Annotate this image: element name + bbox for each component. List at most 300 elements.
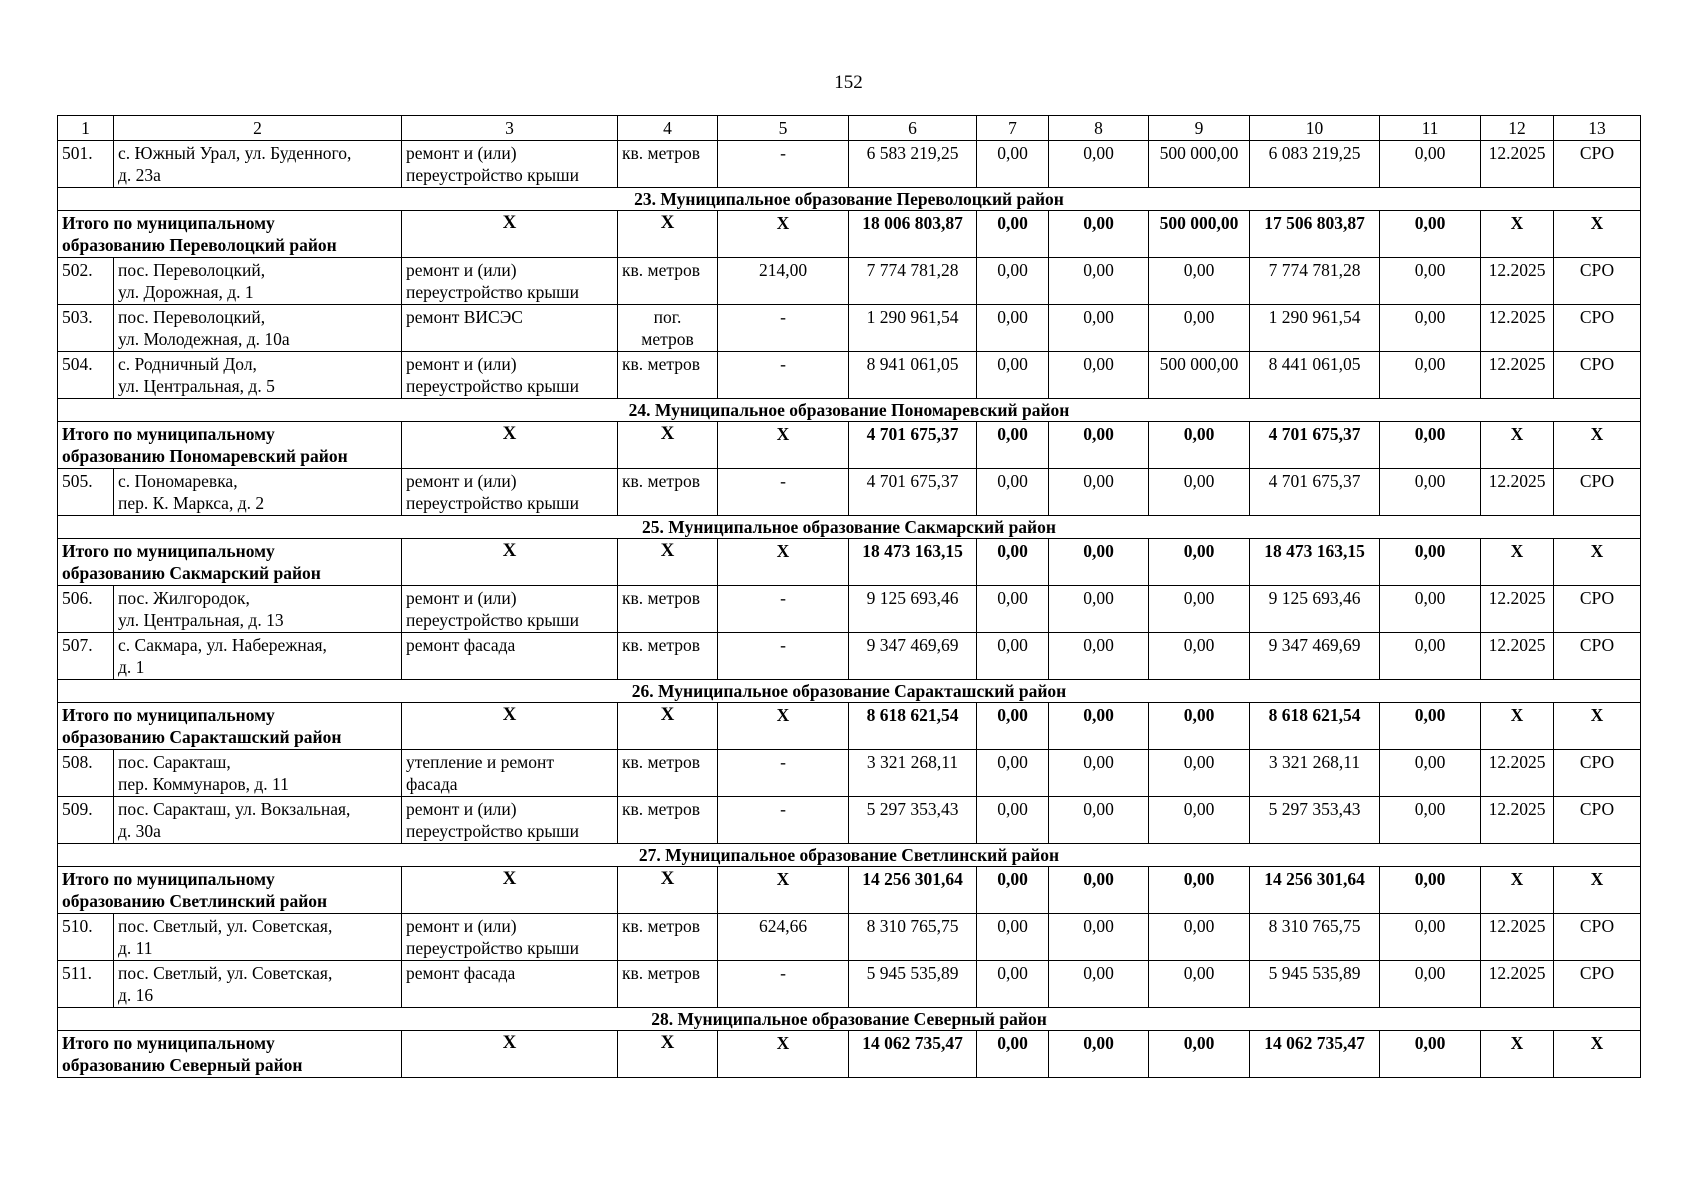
total-value-cell: Х [718,867,849,914]
row-number: 505. [58,469,114,516]
total-value-cell: 18 473 163,15 [1250,539,1380,586]
unit-line: кв. метров [622,354,700,374]
total-value-cell: 4 701 675,37 [1250,422,1380,469]
total-value-cell: 17 506 803,87 [1250,211,1380,258]
address-line: д. 23а [118,165,161,185]
value-cell: 12.2025 [1481,961,1554,1008]
unit-line: кв. метров [622,471,700,491]
row-number: 502. [58,258,114,305]
total-value-cell: Х [1554,539,1641,586]
header-cell: 5 [718,116,849,141]
total-value-cell: 0,00 [1149,703,1250,750]
work-type-cell [402,961,618,1008]
value-cell: 0,00 [977,258,1049,305]
total-label [58,703,402,750]
total-label [58,422,402,469]
value-cell: 0,00 [1380,961,1481,1008]
address-line: пос. Переволоцкий, [118,307,266,327]
value-cell: СРО [1554,258,1641,305]
address-line: ул. Молодежная, д. 10а [118,329,290,349]
value-cell: - [718,469,849,516]
value-cell: 7 774 781,28 [1250,258,1380,305]
value-cell: 3 321 268,11 [1250,750,1380,797]
value-cell: 5 945 535,89 [849,961,977,1008]
unit-cell [618,961,718,1008]
table-row [58,258,1641,305]
value-cell: 0,00 [977,750,1049,797]
section-row [58,844,1641,867]
value-cell: СРО [1554,141,1641,188]
row-number: 506. [58,586,114,633]
header-cell: 9 [1149,116,1250,141]
value-cell: 0,00 [1049,352,1149,399]
value-cell: СРО [1554,961,1641,1008]
table-row [58,633,1641,680]
header-cell: 1 [58,116,114,141]
unit-line: кв. метров [622,143,700,163]
header-cell: 10 [1250,116,1380,141]
value-cell: СРО [1554,586,1641,633]
total-row [58,211,1641,258]
table-row [58,305,1641,352]
value-cell: 12.2025 [1481,797,1554,844]
unit-line: кв. метров [622,799,700,819]
address-line: д. 1 [118,657,145,677]
total-label [58,539,402,586]
section-row [58,399,1641,422]
value-cell: 6 583 219,25 [849,141,977,188]
work-type-cell [402,258,618,305]
total-value-cell: 0,00 [1380,703,1481,750]
section-row [58,516,1641,539]
total-value-cell: 0,00 [1380,422,1481,469]
address-line: пер. Коммунаров, д. 11 [118,774,289,794]
unit-cell [618,750,718,797]
address-cell [114,141,402,188]
value-cell: 0,00 [1049,797,1149,844]
total-value-cell: 14 062 735,47 [849,1031,977,1078]
value-cell: 1 290 961,54 [1250,305,1380,352]
table-row [58,141,1641,188]
total-x-cell: Х [402,1031,618,1078]
total-label-line: образованию Светлинский район [62,891,328,911]
unit-cell [618,914,718,961]
value-cell: 0,00 [977,305,1049,352]
row-number: 504. [58,352,114,399]
total-value-cell: 0,00 [1149,1031,1250,1078]
value-cell: 0,00 [1049,633,1149,680]
value-cell: 0,00 [1380,914,1481,961]
value-cell: 12.2025 [1481,258,1554,305]
address-line: пос. Жилгородок, [118,588,250,608]
total-x-cell: Х [402,867,618,914]
total-value-cell: Х [1481,539,1554,586]
value-cell: 0,00 [1380,258,1481,305]
address-cell [114,750,402,797]
total-label-line: образованию Саракташский район [62,727,342,747]
address-line: ул. Дорожная, д. 1 [118,282,254,302]
work-type-cell [402,914,618,961]
value-cell: 12.2025 [1481,352,1554,399]
table-row [58,914,1641,961]
value-cell: - [718,305,849,352]
address-cell [114,633,402,680]
value-cell: 0,00 [1380,305,1481,352]
value-cell: - [718,586,849,633]
total-row [58,539,1641,586]
header-cell: 4 [618,116,718,141]
total-value-cell: 8 618 621,54 [1250,703,1380,750]
total-x-cell: Х [402,211,618,258]
value-cell: СРО [1554,750,1641,797]
value-cell: СРО [1554,914,1641,961]
total-row [58,867,1641,914]
total-x-cell: Х [618,703,718,750]
total-value-cell: 0,00 [1380,211,1481,258]
address-line: с. Родничный Дол, [118,354,257,374]
work-type-cell [402,633,618,680]
total-value-cell: 500 000,00 [1149,211,1250,258]
work-type-line: ремонт и (или) [406,916,517,936]
total-label-line: Итого по муниципальному [62,213,275,233]
value-cell: 214,00 [718,258,849,305]
unit-cell [618,141,718,188]
register-table [57,115,1641,1078]
total-label-line: образованию Переволоцкий район [62,235,337,255]
total-x-cell: Х [402,422,618,469]
total-value-cell: Х [1554,211,1641,258]
total-value-cell: Х [1481,1031,1554,1078]
unit-line: пог. [653,307,682,327]
total-row [58,703,1641,750]
total-value-cell: 0,00 [1049,211,1149,258]
header-cell: 13 [1554,116,1641,141]
work-type-line: переустройство крыши [406,610,579,630]
work-type-cell [402,586,618,633]
value-cell: 0,00 [1149,258,1250,305]
address-cell [114,586,402,633]
section-title: 26. Муниципальное образование Саракташский район [58,680,1641,703]
total-value-cell: Х [718,422,849,469]
value-cell: - [718,633,849,680]
table-row [58,797,1641,844]
value-cell: 0,00 [1049,914,1149,961]
total-value-cell: Х [1481,422,1554,469]
total-label-line: образованию Северный район [62,1055,303,1075]
section-row [58,1008,1641,1031]
value-cell: СРО [1554,797,1641,844]
value-cell: 3 321 268,11 [849,750,977,797]
address-cell [114,258,402,305]
total-value-cell: Х [718,211,849,258]
work-type-line: ремонт и (или) [406,799,517,819]
section-title: 23. Муниципальное образование Переволоцкий район [58,188,1641,211]
total-value-cell: 4 701 675,37 [849,422,977,469]
total-label [58,211,402,258]
row-number: 508. [58,750,114,797]
work-type-line: ремонт фасада [406,635,516,655]
value-cell: 0,00 [1380,586,1481,633]
unit-cell [618,586,718,633]
value-cell: 624,66 [718,914,849,961]
address-line: д. 30а [118,821,161,841]
total-value-cell: 18 006 803,87 [849,211,977,258]
address-line: пос. Светлый, ул. Советская, [118,963,333,983]
work-type-line: ремонт и (или) [406,354,517,374]
total-value-cell: 0,00 [1149,867,1250,914]
work-type-cell [402,141,618,188]
work-type-line: ремонт и (или) [406,588,517,608]
total-x-cell: Х [402,539,618,586]
value-cell: 12.2025 [1481,469,1554,516]
total-label-line: образованию Пономаревский район [62,446,348,466]
header-cell: 2 [114,116,402,141]
value-cell: 0,00 [1049,258,1149,305]
address-line: д. 16 [118,985,154,1005]
page-number: 152 [834,72,863,93]
work-type-line: ремонт и (или) [406,260,517,280]
work-type-line: переустройство крыши [406,821,579,841]
table-body [58,116,1641,1078]
value-cell: 8 310 765,75 [1250,914,1380,961]
value-cell: 0,00 [977,914,1049,961]
address-line: с. Пономаревка, [118,471,238,491]
address-line: пос. Саракташ, ул. Вокзальная, [118,799,351,819]
value-cell: 500 000,00 [1149,141,1250,188]
value-cell: 0,00 [977,352,1049,399]
total-value-cell: 14 256 301,64 [849,867,977,914]
value-cell: - [718,750,849,797]
value-cell: 0,00 [1049,586,1149,633]
value-cell: 0,00 [1149,797,1250,844]
total-x-cell: Х [618,867,718,914]
value-cell: 0,00 [977,797,1049,844]
value-cell: 0,00 [1149,750,1250,797]
work-type-line: ремонт и (или) [406,143,517,163]
value-cell: 0,00 [1380,141,1481,188]
table-row [58,586,1641,633]
address-line: пос. Светлый, ул. Советская, [118,916,333,936]
value-cell: 12.2025 [1481,750,1554,797]
value-cell: - [718,141,849,188]
unit-line: кв. метров [622,588,700,608]
total-value-cell: 0,00 [1049,703,1149,750]
total-value-cell: 0,00 [1380,1031,1481,1078]
address-line: с. Южный Урал, ул. Буденного, [118,143,352,163]
value-cell: СРО [1554,305,1641,352]
section-row [58,680,1641,703]
total-label [58,1031,402,1078]
address-cell [114,352,402,399]
header-cell: 8 [1049,116,1149,141]
work-type-line: ремонт ВИСЭС [406,307,523,327]
table-row [58,469,1641,516]
work-type-line: фасада [406,774,458,794]
value-cell: 8 441 061,05 [1250,352,1380,399]
value-cell: 8 941 061,05 [849,352,977,399]
value-cell: 0,00 [1149,961,1250,1008]
value-cell: 4 701 675,37 [849,469,977,516]
work-type-cell [402,305,618,352]
section-title: 28. Муниципальное образование Северный район [58,1008,1641,1031]
total-value-cell: Х [1554,422,1641,469]
total-value-cell: 0,00 [1049,539,1149,586]
value-cell: 0,00 [1149,633,1250,680]
value-cell: 500 000,00 [1149,352,1250,399]
unit-cell [618,797,718,844]
total-value-cell: 14 062 735,47 [1250,1031,1380,1078]
address-cell [114,305,402,352]
total-value-cell: 0,00 [1049,867,1149,914]
header-cell: 6 [849,116,977,141]
value-cell: 0,00 [1049,305,1149,352]
total-value-cell: 0,00 [977,539,1049,586]
value-cell: 5 945 535,89 [1250,961,1380,1008]
value-cell: СРО [1554,633,1641,680]
total-value-cell: 0,00 [1149,539,1250,586]
total-value-cell: 8 618 621,54 [849,703,977,750]
address-cell [114,961,402,1008]
section-title: 25. Муниципальное образование Сакмарский район [58,516,1641,539]
total-label-line: Итого по муниципальному [62,1033,275,1053]
value-cell: 0,00 [1380,352,1481,399]
row-number: 507. [58,633,114,680]
unit-line: кв. метров [622,963,700,983]
value-cell: 0,00 [1049,961,1149,1008]
total-value-cell: 14 256 301,64 [1250,867,1380,914]
total-value-cell: 0,00 [1149,422,1250,469]
address-line: пер. К. Маркса, д. 2 [118,493,265,513]
work-type-cell [402,797,618,844]
total-row [58,422,1641,469]
unit-cell [618,469,718,516]
total-value-cell: 0,00 [977,867,1049,914]
work-type-line: переустройство крыши [406,493,579,513]
value-cell: 0,00 [1049,141,1149,188]
value-cell: 12.2025 [1481,305,1554,352]
address-line: ул. Центральная, д. 5 [118,376,275,396]
unit-cell [618,258,718,305]
row-number: 509. [58,797,114,844]
total-label-line: Итого по муниципальному [62,541,275,561]
work-type-cell [402,352,618,399]
unit-cell [618,305,718,352]
value-cell: 0,00 [1149,914,1250,961]
header-cell: 3 [402,116,618,141]
unit-line: кв. метров [622,635,700,655]
address-cell [114,914,402,961]
total-label-line: Итого по муниципальному [62,705,275,725]
total-x-cell: Х [618,422,718,469]
value-cell: 0,00 [1380,469,1481,516]
total-value-cell: 0,00 [1049,422,1149,469]
total-value-cell: Х [1481,867,1554,914]
address-line: ул. Центральная, д. 13 [118,610,284,630]
total-row [58,1031,1641,1078]
value-cell: 0,00 [1149,586,1250,633]
value-cell: 8 310 765,75 [849,914,977,961]
value-cell: 0,00 [1380,797,1481,844]
address-cell [114,797,402,844]
value-cell: 1 290 961,54 [849,305,977,352]
work-type-cell [402,750,618,797]
row-number: 511. [58,961,114,1008]
address-line: пос. Переволоцкий, [118,260,266,280]
value-cell: 0,00 [1380,750,1481,797]
total-value-cell: 0,00 [1049,1031,1149,1078]
value-cell: 12.2025 [1481,586,1554,633]
table-row [58,750,1641,797]
total-x-cell: Х [402,703,618,750]
value-cell: 9 347 469,69 [849,633,977,680]
total-value-cell: 0,00 [1380,539,1481,586]
total-value-cell: Х [718,1031,849,1078]
total-x-cell: Х [618,1031,718,1078]
work-type-line: переустройство крыши [406,282,579,302]
total-value-cell: Х [1481,211,1554,258]
total-value-cell: 18 473 163,15 [849,539,977,586]
section-row [58,188,1641,211]
value-cell: - [718,352,849,399]
total-x-cell: Х [618,539,718,586]
work-type-cell [402,469,618,516]
unit-line: кв. метров [622,260,700,280]
value-cell: 0,00 [1380,633,1481,680]
header-cell: 11 [1380,116,1481,141]
total-label-line: Итого по муниципальному [62,869,275,889]
total-value-cell: 0,00 [977,211,1049,258]
address-cell [114,469,402,516]
header-cell: 7 [977,116,1049,141]
total-value-cell: 0,00 [977,422,1049,469]
value-cell: 4 701 675,37 [1250,469,1380,516]
unit-cell [618,352,718,399]
unit-line: кв. метров [622,916,700,936]
value-cell: 7 774 781,28 [849,258,977,305]
value-cell: 5 297 353,43 [1250,797,1380,844]
value-cell: 0,00 [977,141,1049,188]
address-line: с. Сакмара, ул. Набережная, [118,635,327,655]
value-cell: 12.2025 [1481,914,1554,961]
value-cell: 0,00 [977,469,1049,516]
table-row [58,961,1641,1008]
table-row [58,352,1641,399]
total-value-cell: 0,00 [977,1031,1049,1078]
value-cell: 0,00 [977,586,1049,633]
total-label-line: образованию Сакмарский район [62,563,321,583]
work-type-line: ремонт и (или) [406,471,517,491]
value-cell: 6 083 219,25 [1250,141,1380,188]
value-cell: - [718,797,849,844]
value-cell: 9 125 693,46 [1250,586,1380,633]
unit-line: метров [641,329,694,349]
row-number: 501. [58,141,114,188]
work-type-line: переустройство крыши [406,376,579,396]
value-cell: 9 347 469,69 [1250,633,1380,680]
total-value-cell: Х [1554,867,1641,914]
total-x-cell: Х [618,211,718,258]
row-number: 503. [58,305,114,352]
section-title: 27. Муниципальное образование Светлинский район [58,844,1641,867]
work-type-line: утепление и ремонт [406,752,554,772]
total-value-cell: 0,00 [1380,867,1481,914]
unit-line: кв. метров [622,752,700,772]
value-cell: - [718,961,849,1008]
value-cell: 5 297 353,43 [849,797,977,844]
address-line: д. 11 [118,938,153,958]
value-cell: 9 125 693,46 [849,586,977,633]
value-cell: 0,00 [1149,469,1250,516]
